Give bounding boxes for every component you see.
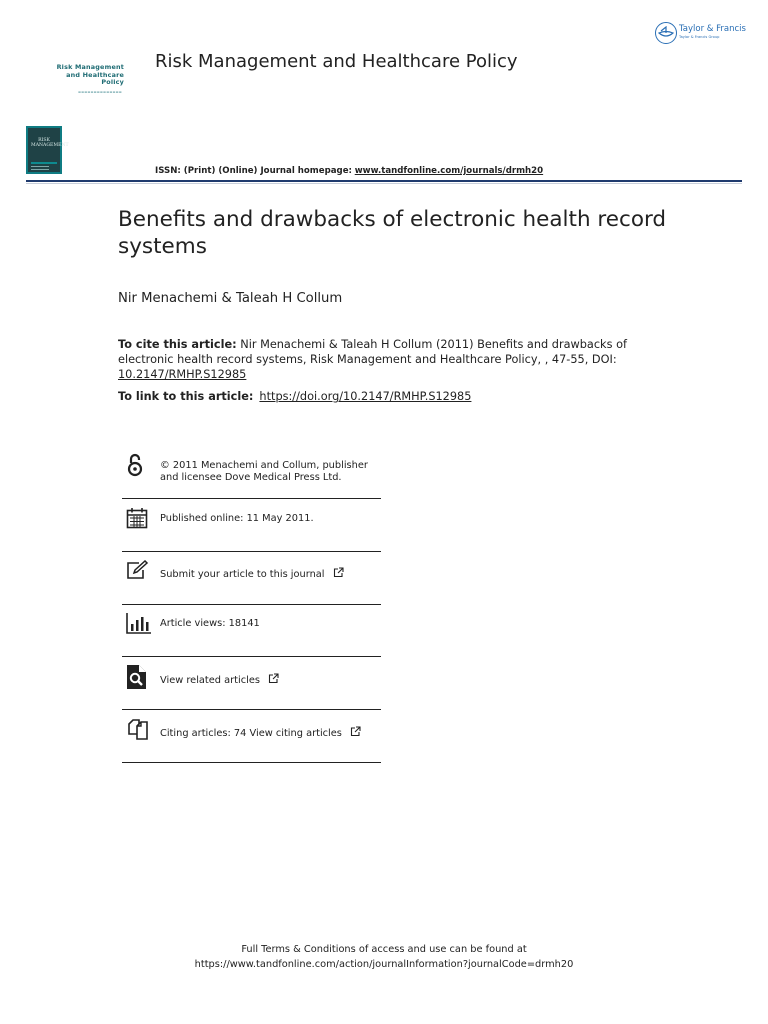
article-link-label: To link to this article: [118, 390, 254, 403]
submit-article-link[interactable] [160, 567, 344, 581]
citing-articles-link[interactable] [160, 726, 361, 740]
publisher-name: Taylor & Francis [679, 24, 746, 34]
document-search-icon [126, 664, 148, 694]
bar-chart-icon [126, 612, 152, 638]
journal-logo-rule: ▬▬▬▬▬▬▬▬▬▬▬▬▬▬ [78, 90, 122, 94]
issn-label: ISSN: (Print) (Online) Journal homepage: [155, 166, 352, 176]
citing-documents-icon [126, 717, 150, 745]
journal-title: Risk Management and Healthcare Policy [155, 51, 518, 72]
submit-article-label: Submit your article to this journal [160, 569, 325, 580]
article-views-row [122, 610, 381, 640]
publisher-group: Taylor & Francis Group [679, 35, 720, 39]
citing-articles-row[interactable] [122, 716, 381, 746]
external-link-icon [333, 567, 344, 578]
journal-logo [44, 64, 124, 87]
open-access-line: and licensee Dove Medical Press Ltd. [160, 472, 342, 483]
header-divider-thin [26, 183, 742, 184]
citation-text: Nir Menachemi & Taleah H Collum (2011) Benefits and drawbacks of electronic health record systems, Risk Management and Healthcare Policy, , 47-55, DOI: [118, 338, 627, 366]
header-divider [26, 180, 742, 182]
related-articles-row[interactable] [122, 663, 381, 693]
open-access-icon [126, 452, 144, 482]
cover-accent-bar [31, 162, 57, 164]
open-access-text [160, 460, 368, 484]
list-divider [122, 498, 381, 499]
cover-title: RISK MANAGEMENT [31, 138, 69, 148]
article-doi-link[interactable]: https://doi.org/10.2147/RMHP.S12985 [259, 390, 472, 403]
list-divider [122, 709, 381, 710]
journal-logo-line: and Healthcare [66, 70, 124, 79]
list-divider [122, 604, 381, 605]
footer-terms-url[interactable]: https://www.tandfonline.com/action/journalInformation?journalCode=drmh20 [194, 959, 574, 970]
open-access-notice [122, 452, 381, 492]
article-link-line [118, 390, 471, 403]
cover-line [31, 169, 49, 170]
list-divider [122, 656, 381, 657]
edit-icon [126, 560, 150, 584]
related-articles-label: View related articles [160, 675, 260, 686]
submit-article-row[interactable] [122, 558, 381, 588]
publisher-logo[interactable] [655, 22, 747, 48]
list-divider [122, 762, 381, 763]
citation-doi-link[interactable]: 10.2147/RMHP.S12985 [118, 368, 247, 381]
related-articles-link[interactable] [160, 673, 279, 687]
external-link-icon [350, 726, 361, 737]
citation-block [118, 337, 638, 382]
cover-line [31, 166, 49, 167]
article-title: Benefits and drawbacks of electronic health record systems [118, 207, 667, 259]
list-divider [122, 551, 381, 552]
footer-terms-line: Full Terms & Conditions of access and use can be found at [241, 944, 527, 955]
journal-homepage-link[interactable]: www.tandfonline.com/journals/drmh20 [354, 166, 544, 176]
published-online-text: Published online: 11 May 2011. [160, 513, 314, 524]
citation-label: To cite this article: [118, 338, 237, 351]
article-authors: Nir Menachemi & Taleah H Collum [118, 291, 343, 306]
external-link-icon [268, 673, 279, 684]
taylor-francis-mark-icon [655, 22, 677, 44]
article-views-text: Article views: 18141 [160, 618, 260, 629]
journal-cover-thumbnail [26, 126, 69, 174]
journal-logo-line: Risk Management [56, 63, 124, 71]
footer-terms [0, 942, 768, 972]
calendar-icon [126, 507, 148, 533]
open-access-line: © 2011 Menachemi and Collum, publisher [160, 460, 368, 471]
citing-articles-label: Citing articles: 74 View citing articles [160, 728, 342, 739]
published-online-row [122, 505, 381, 535]
journal-logo-line: Policy [101, 78, 124, 87]
issn-line [155, 166, 543, 176]
